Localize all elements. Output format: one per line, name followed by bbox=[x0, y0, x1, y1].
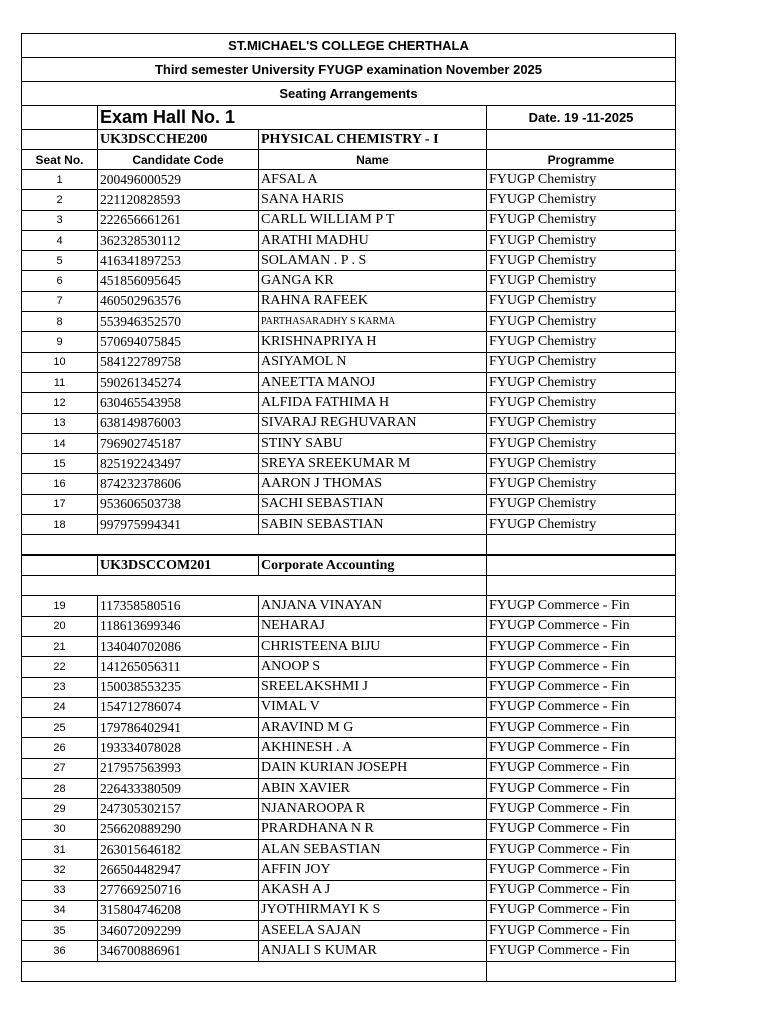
col-programme: Programme bbox=[487, 150, 676, 170]
course-code: UK3DSCCOM201 bbox=[98, 555, 259, 576]
programme: FYUGP Chemistry bbox=[487, 433, 676, 453]
candidate-name: PARTHASARADHY S KARMA bbox=[259, 312, 487, 332]
candidate-code: 874232378606 bbox=[98, 474, 259, 494]
candidate-name: SREELAKSHMI J bbox=[259, 677, 487, 697]
seat-number: 5 bbox=[22, 251, 98, 271]
seat-number: 23 bbox=[22, 677, 98, 697]
table-row bbox=[22, 718, 676, 738]
candidate-name: ANJALI S KUMAR bbox=[259, 941, 487, 961]
candidate-code: 247305302157 bbox=[98, 799, 259, 819]
candidate-name: NJANAROOPA R bbox=[259, 799, 487, 819]
seat-number: 15 bbox=[22, 454, 98, 474]
candidate-name: ANEETTA MANOJ bbox=[259, 372, 487, 392]
seat-number: 3 bbox=[22, 210, 98, 230]
table-row bbox=[22, 251, 676, 271]
candidate-code: 222656661261 bbox=[98, 210, 259, 230]
candidate-code: 630465543958 bbox=[98, 393, 259, 413]
seat-number: 27 bbox=[22, 758, 98, 778]
candidate-code: 590261345274 bbox=[98, 372, 259, 392]
programme: FYUGP Chemistry bbox=[487, 494, 676, 514]
programme: FYUGP Commerce - Fin bbox=[487, 738, 676, 758]
candidate-code: 460502963576 bbox=[98, 291, 259, 311]
table-row bbox=[22, 210, 676, 230]
programme: FYUGP Commerce - Fin bbox=[487, 697, 676, 717]
programme: FYUGP Commerce - Fin bbox=[487, 758, 676, 778]
candidate-code: 154712786074 bbox=[98, 697, 259, 717]
programme: FYUGP Commerce - Fin bbox=[487, 860, 676, 880]
seat-number: 34 bbox=[22, 900, 98, 920]
table-row bbox=[22, 900, 676, 920]
table-row bbox=[22, 677, 676, 697]
seat-number: 8 bbox=[22, 312, 98, 332]
candidate-name: ARAVIND M G bbox=[259, 718, 487, 738]
seating-subtitle: Seating Arrangements bbox=[22, 82, 676, 106]
candidate-name: ARATHI MADHU bbox=[259, 230, 487, 250]
table-row bbox=[22, 230, 676, 250]
table-row bbox=[22, 372, 676, 392]
candidate-code: 796902745187 bbox=[98, 433, 259, 453]
table-row bbox=[22, 291, 676, 311]
programme: FYUGP Chemistry bbox=[487, 393, 676, 413]
candidate-code: 416341897253 bbox=[98, 251, 259, 271]
candidate-code: 226433380509 bbox=[98, 779, 259, 799]
table-row bbox=[22, 190, 676, 210]
candidate-code: 997975994341 bbox=[98, 515, 259, 535]
programme: FYUGP Chemistry bbox=[487, 230, 676, 250]
table-row bbox=[22, 880, 676, 900]
candidate-code: 346072092299 bbox=[98, 921, 259, 941]
table-row bbox=[22, 494, 676, 514]
hall-spacer bbox=[22, 106, 98, 130]
candidate-code: 638149876003 bbox=[98, 413, 259, 433]
candidate-name: ALAN SEBASTIAN bbox=[259, 839, 487, 859]
programme: FYUGP Chemistry bbox=[487, 251, 676, 271]
seat-number: 6 bbox=[22, 271, 98, 291]
table-row bbox=[22, 616, 676, 636]
col-seat-no: Seat No. bbox=[22, 150, 98, 170]
seat-number: 10 bbox=[22, 352, 98, 372]
candidate-name: NEHARAJ bbox=[259, 616, 487, 636]
candidate-code: 134040702086 bbox=[98, 636, 259, 656]
programme: FYUGP Commerce - Fin bbox=[487, 616, 676, 636]
candidate-name: ANJANA VINAYAN bbox=[259, 596, 487, 616]
candidate-name: STINY SABU bbox=[259, 433, 487, 453]
seat-number: 36 bbox=[22, 941, 98, 961]
blank-row bbox=[22, 576, 676, 596]
candidate-code: 118613699346 bbox=[98, 616, 259, 636]
candidate-name: PRARDHANA N R bbox=[259, 819, 487, 839]
candidate-name: ANOOP S bbox=[259, 657, 487, 677]
column-header-row bbox=[22, 150, 676, 170]
candidate-name: AFSAL A bbox=[259, 170, 487, 190]
programme: FYUGP Chemistry bbox=[487, 190, 676, 210]
table-row bbox=[22, 312, 676, 332]
seat-number: 14 bbox=[22, 433, 98, 453]
candidate-name: KRISHNAPRIYA H bbox=[259, 332, 487, 352]
table-row bbox=[22, 758, 676, 778]
candidate-name: CHRISTEENA BIJU bbox=[259, 636, 487, 656]
candidate-code: 266504482947 bbox=[98, 860, 259, 880]
exam-hall-title: Exam Hall No. 1 bbox=[98, 106, 487, 130]
seat-number: 28 bbox=[22, 779, 98, 799]
candidate-code: 217957563993 bbox=[98, 758, 259, 778]
seat-number: 33 bbox=[22, 880, 98, 900]
seat-number: 32 bbox=[22, 860, 98, 880]
candidate-name: RAHNA RAFEEK bbox=[259, 291, 487, 311]
seat-number: 9 bbox=[22, 332, 98, 352]
candidate-name: SIVARAJ REGHUVARAN bbox=[259, 413, 487, 433]
course-header-commerce bbox=[22, 555, 676, 576]
seat-number: 2 bbox=[22, 190, 98, 210]
hall-row bbox=[22, 106, 676, 130]
seat-number: 17 bbox=[22, 494, 98, 514]
candidate-code: 141265056311 bbox=[98, 657, 259, 677]
programme: FYUGP Chemistry bbox=[487, 332, 676, 352]
programme: FYUGP Commerce - Fin bbox=[487, 880, 676, 900]
table-row bbox=[22, 515, 676, 535]
table-row bbox=[22, 352, 676, 372]
table-row bbox=[22, 413, 676, 433]
seating-table bbox=[21, 33, 676, 982]
candidate-code: 346700886961 bbox=[98, 941, 259, 961]
programme: FYUGP Commerce - Fin bbox=[487, 900, 676, 920]
table-row bbox=[22, 738, 676, 758]
table-row bbox=[22, 170, 676, 190]
seat-number: 13 bbox=[22, 413, 98, 433]
candidate-name: SREYA SREEKUMAR M bbox=[259, 454, 487, 474]
table-row bbox=[22, 433, 676, 453]
seat-number: 20 bbox=[22, 616, 98, 636]
candidate-code: 584122789758 bbox=[98, 352, 259, 372]
candidate-code: 553946352570 bbox=[98, 312, 259, 332]
programme: FYUGP Chemistry bbox=[487, 474, 676, 494]
seat-number: 4 bbox=[22, 230, 98, 250]
table-row bbox=[22, 799, 676, 819]
candidate-name: CARLL WILLIAM P T bbox=[259, 210, 487, 230]
seat-number: 30 bbox=[22, 819, 98, 839]
exam-date: Date. 19 -11-2025 bbox=[487, 106, 676, 130]
programme: FYUGP Commerce - Fin bbox=[487, 677, 676, 697]
candidate-name: JYOTHIRMAYI K S bbox=[259, 900, 487, 920]
candidate-name: AARON J THOMAS bbox=[259, 474, 487, 494]
seat-number: 31 bbox=[22, 839, 98, 859]
candidate-code: 277669250716 bbox=[98, 880, 259, 900]
table-row bbox=[22, 839, 676, 859]
candidate-name: ASEELA SAJAN bbox=[259, 921, 487, 941]
seat-number: 11 bbox=[22, 372, 98, 392]
candidate-code: 315804746208 bbox=[98, 900, 259, 920]
candidate-code: 263015646182 bbox=[98, 839, 259, 859]
table-row bbox=[22, 941, 676, 961]
course-header-chemistry bbox=[22, 130, 676, 150]
programme: FYUGP Commerce - Fin bbox=[487, 718, 676, 738]
programme: FYUGP Commerce - Fin bbox=[487, 779, 676, 799]
programme: FYUGP Chemistry bbox=[487, 291, 676, 311]
candidate-code: 150038553235 bbox=[98, 677, 259, 697]
seat-number: 26 bbox=[22, 738, 98, 758]
exam-title: Third semester University FYUGP examination November 2025 bbox=[22, 58, 676, 82]
candidate-name: ASIYAMOL N bbox=[259, 352, 487, 372]
table-row bbox=[22, 271, 676, 291]
seat-number: 1 bbox=[22, 170, 98, 190]
table-row bbox=[22, 636, 676, 656]
table-row bbox=[22, 332, 676, 352]
seat-number: 19 bbox=[22, 596, 98, 616]
course-title: PHYSICAL CHEMISTRY - I bbox=[259, 130, 487, 150]
candidate-code: 117358580516 bbox=[98, 596, 259, 616]
candidate-code: 200496000529 bbox=[98, 170, 259, 190]
programme: FYUGP Commerce - Fin bbox=[487, 799, 676, 819]
college-row bbox=[22, 34, 676, 58]
course-code: UK3DSCCHE200 bbox=[98, 130, 259, 150]
table-row bbox=[22, 454, 676, 474]
seat-number: 22 bbox=[22, 657, 98, 677]
candidate-name: ABIN XAVIER bbox=[259, 779, 487, 799]
candidate-code: 179786402941 bbox=[98, 718, 259, 738]
seat-number: 16 bbox=[22, 474, 98, 494]
candidate-code: 193334078028 bbox=[98, 738, 259, 758]
candidate-code: 825192243497 bbox=[98, 454, 259, 474]
college-title: ST.MICHAEL'S COLLEGE CHERTHALA bbox=[22, 34, 676, 58]
candidate-code: 451856095645 bbox=[98, 271, 259, 291]
candidate-code: 570694075845 bbox=[98, 332, 259, 352]
exam-row bbox=[22, 58, 676, 82]
programme: FYUGP Chemistry bbox=[487, 271, 676, 291]
blank-row bbox=[22, 535, 676, 556]
col-candidate-code: Candidate Code bbox=[98, 150, 259, 170]
candidate-code: 221120828593 bbox=[98, 190, 259, 210]
seat-number: 24 bbox=[22, 697, 98, 717]
candidate-name: SANA HARIS bbox=[259, 190, 487, 210]
programme: FYUGP Commerce - Fin bbox=[487, 819, 676, 839]
programme: FYUGP Commerce - Fin bbox=[487, 921, 676, 941]
seat-number: 18 bbox=[22, 515, 98, 535]
programme: FYUGP Commerce - Fin bbox=[487, 941, 676, 961]
seat-number: 21 bbox=[22, 636, 98, 656]
table-row bbox=[22, 779, 676, 799]
seat-number: 25 bbox=[22, 718, 98, 738]
col-name: Name bbox=[259, 150, 487, 170]
candidate-code: 362328530112 bbox=[98, 230, 259, 250]
candidate-name: AKASH A J bbox=[259, 880, 487, 900]
course-title: Corporate Accounting bbox=[259, 555, 487, 576]
table-row bbox=[22, 657, 676, 677]
seat-number: 12 bbox=[22, 393, 98, 413]
programme: FYUGP Chemistry bbox=[487, 413, 676, 433]
candidate-name: ALFIDA FATHIMA H bbox=[259, 393, 487, 413]
seat-number: 35 bbox=[22, 921, 98, 941]
table-row bbox=[22, 596, 676, 616]
table-row bbox=[22, 474, 676, 494]
candidate-name: GANGA KR bbox=[259, 271, 487, 291]
candidate-name: VIMAL V bbox=[259, 697, 487, 717]
programme: FYUGP Chemistry bbox=[487, 515, 676, 535]
candidate-name: DAIN KURIAN JOSEPH bbox=[259, 758, 487, 778]
candidate-name: AKHINESH . A bbox=[259, 738, 487, 758]
programme: FYUGP Chemistry bbox=[487, 352, 676, 372]
table-row bbox=[22, 921, 676, 941]
table-row bbox=[22, 393, 676, 413]
candidate-code: 953606503738 bbox=[98, 494, 259, 514]
seat-number: 7 bbox=[22, 291, 98, 311]
programme: FYUGP Commerce - Fin bbox=[487, 839, 676, 859]
candidate-name: SOLAMAN . P . S bbox=[259, 251, 487, 271]
blank-row bbox=[22, 961, 676, 981]
seat-number: 29 bbox=[22, 799, 98, 819]
programme: FYUGP Commerce - Fin bbox=[487, 596, 676, 616]
table-row bbox=[22, 697, 676, 717]
programme: FYUGP Chemistry bbox=[487, 312, 676, 332]
candidate-name: AFFIN JOY bbox=[259, 860, 487, 880]
table-row bbox=[22, 860, 676, 880]
candidate-name: SACHI SEBASTIAN bbox=[259, 494, 487, 514]
candidate-code: 256620889290 bbox=[98, 819, 259, 839]
programme: FYUGP Commerce - Fin bbox=[487, 657, 676, 677]
programme: FYUGP Chemistry bbox=[487, 210, 676, 230]
table-row bbox=[22, 819, 676, 839]
programme: FYUGP Commerce - Fin bbox=[487, 636, 676, 656]
programme: FYUGP Chemistry bbox=[487, 372, 676, 392]
candidate-name: SABIN SEBASTIAN bbox=[259, 515, 487, 535]
programme: FYUGP Chemistry bbox=[487, 170, 676, 190]
programme: FYUGP Chemistry bbox=[487, 454, 676, 474]
subtitle-row bbox=[22, 82, 676, 106]
